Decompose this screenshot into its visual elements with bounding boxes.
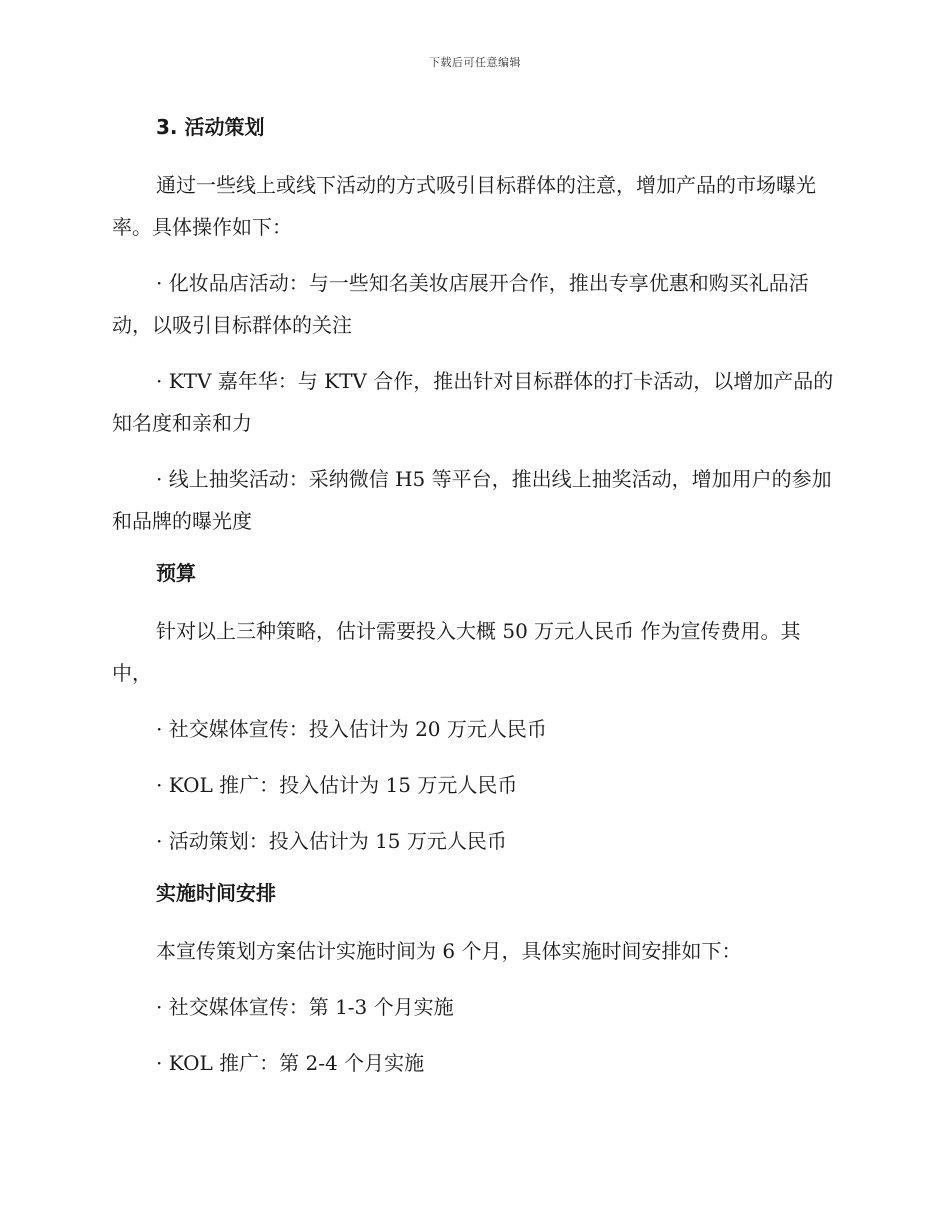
list-item: · 社交媒体宣传：第 1-3 个月实施: [156, 995, 454, 1019]
list-item: · 线上抽奖活动：采纳微信 H5 等平台，推出线上抽奖活动，增加用户的参加和品牌的曝光度: [112, 467, 832, 533]
list-item: · KOL 推广：投入估计为 15 万元人民币: [156, 773, 518, 797]
section-intro: 通过一些线上或线下活动的方式吸引目标群体的注意，增加产品的市场曝光率。具体操作如下：: [112, 173, 816, 239]
section-schedule: [112, 876, 840, 1084]
section-intro: 针对以上三种策略，估计需要投入大概 50 万元人民币 作为宣传费用。其中，: [112, 619, 801, 685]
list-item: · 化妆品店活动：与一些知名美妆店展开合作，推出专享优惠和购买礼品活动，以吸引目标群体的关注: [112, 271, 809, 337]
list-item: · KTV 嘉年华：与 KTV 合作，推出针对目标群体的打卡活动，以增加产品的知名度和亲和力: [112, 369, 834, 435]
list-item: · KOL 推广：第 2-4 个月实施: [156, 1051, 425, 1075]
section-intro: 本宣传策划方案估计实施时间为 6 个月，具体实施时间安排如下：: [156, 939, 742, 963]
section-title: 3. 活动策划: [156, 115, 265, 139]
header-note: 下载后可任意编辑: [429, 56, 521, 69]
section-budget: [112, 556, 840, 862]
list-item: · 社交媒体宣传：投入估计为 20 万元人民币: [156, 717, 547, 741]
section-activity: [112, 110, 840, 542]
list-item: · 活动策划：投入估计为 15 万元人民币: [156, 829, 507, 853]
section-title: 预算: [156, 561, 196, 585]
document-body: [112, 110, 840, 1098]
section-title: 实施时间安排: [156, 881, 276, 905]
